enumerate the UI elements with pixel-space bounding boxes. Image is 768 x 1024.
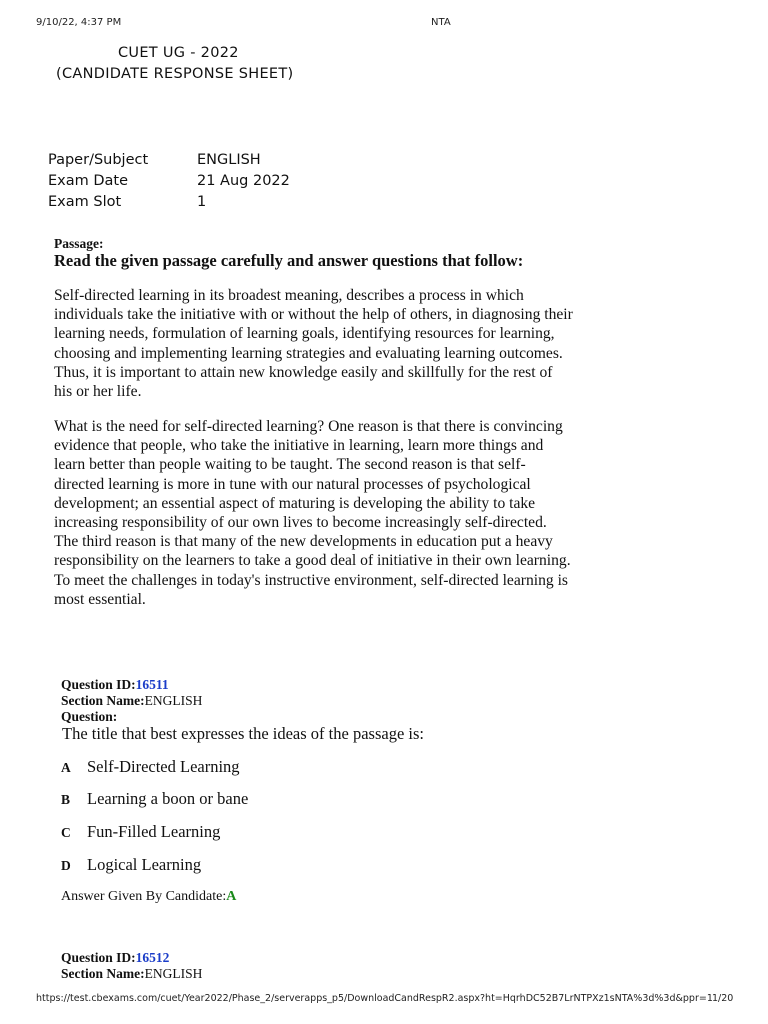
print-url: https://test.cbexams.com/cuet/Year2022/Phase_2/serverapps_p5/DownloadCandRespR2.aspx?ht=HqrhDC52B7LrNTPXz1sNTA%3d%3d&ppr=1 — [36, 993, 713, 1004]
sheet-subtitle: (CANDIDATE RESPONSE SHEET) — [56, 66, 294, 82]
section-name-label: Section Name: — [61, 966, 145, 981]
passage-line: To meet the challenges in today's instructive environment, self-directed learning is — [54, 571, 568, 589]
paper-subject-value: ENGLISH — [197, 152, 261, 168]
sheet-title: CUET UG - 2022 — [118, 45, 239, 61]
option-b — [61, 789, 248, 809]
option-text: Self-Directed Learning — [87, 757, 240, 776]
print-site-title: NTA — [431, 17, 451, 28]
passage-heading: Read the given passage carefully and answer questions that follow: — [54, 251, 524, 270]
option-a — [61, 757, 240, 777]
passage-line: his or her life. — [54, 383, 142, 401]
print-datetime: 9/10/22, 4:37 PM — [36, 17, 122, 28]
question-id-link[interactable]: 16511 — [135, 677, 169, 692]
option-letter: C — [61, 825, 71, 840]
exam-slot-value: 1 — [197, 194, 207, 210]
section-name-value: ENGLISH — [144, 966, 203, 981]
option-text: Logical Learning — [87, 855, 202, 874]
passage-line: learn better than people waiting to be taught. The second reason is that self- — [54, 456, 526, 474]
option-text: Learning a boon or bane — [87, 789, 249, 808]
passage-paragraph-1 — [54, 286, 654, 401]
passage-line: choosing and implementing learning strategies and evaluating learning outcomes. — [54, 344, 563, 362]
option-d — [61, 855, 201, 875]
question-1-meta — [61, 677, 461, 725]
question-2-meta — [61, 950, 461, 982]
passage-line: evidence that people, who take the initiative in learning, learn more things and — [54, 437, 544, 455]
question-id-label: Question ID: — [61, 950, 136, 965]
passage-line: Self-directed learning in its broadest meaning, describes a process in which — [54, 287, 524, 304]
candidate-answer — [61, 889, 236, 905]
passage-line: learning needs, formulation of learning goals, identifying resources for learning, — [54, 325, 555, 343]
exam-slot-label: Exam Slot — [48, 194, 122, 210]
passage-line: increasing responsibility of our own lives to become increasingly self-directed. — [54, 514, 547, 532]
exam-date-label: Exam Date — [48, 173, 129, 189]
passage-line: What is the need for self-directed learning? One reason is that there is convincing — [54, 418, 563, 435]
passage-line: responsibility on the learners to take a good deal of initiative in their own learning. — [54, 552, 571, 570]
exam-date-value: 21 Aug 2022 — [197, 173, 290, 189]
option-c — [61, 822, 220, 842]
question-text: The title that best expresses the ideas of the passage is: — [62, 724, 424, 743]
option-letter: D — [61, 858, 71, 873]
passage-line: development; an essential aspect of maturing is developing the ability to take — [54, 494, 536, 512]
exam-meta-table — [48, 150, 348, 213]
answer-value: A — [226, 889, 237, 904]
passage-line: Thus, it is important to attain new knowledge easily and skillfully for the rest of — [54, 363, 553, 381]
paper-subject-label: Paper/Subject — [48, 152, 149, 168]
passage-line: most essential. — [54, 590, 146, 608]
section-name-label: Section Name: — [61, 693, 145, 708]
question-id-link[interactable]: 16512 — [135, 950, 170, 965]
passage-label: Passage: — [54, 236, 104, 251]
section-name-value: ENGLISH — [144, 693, 203, 708]
passage-paragraph-2 — [54, 417, 654, 609]
option-text: Fun-Filled Learning — [87, 822, 221, 841]
option-letter: B — [61, 792, 71, 807]
passage-line: directed learning is more in tune with our natural processes of psychological — [54, 475, 531, 493]
answer-label: Answer Given By Candidate: — [61, 889, 227, 904]
question-label: Question: — [61, 709, 118, 724]
print-page-number: 1/20 — [712, 993, 734, 1004]
question-id-label: Question ID: — [61, 677, 136, 692]
option-letter: A — [61, 760, 71, 775]
passage-line: The third reason is that many of the new developments in education put a heavy — [54, 533, 553, 551]
passage-line: individuals take the initiative with or without the help of others, in diagnosing their — [54, 306, 573, 324]
